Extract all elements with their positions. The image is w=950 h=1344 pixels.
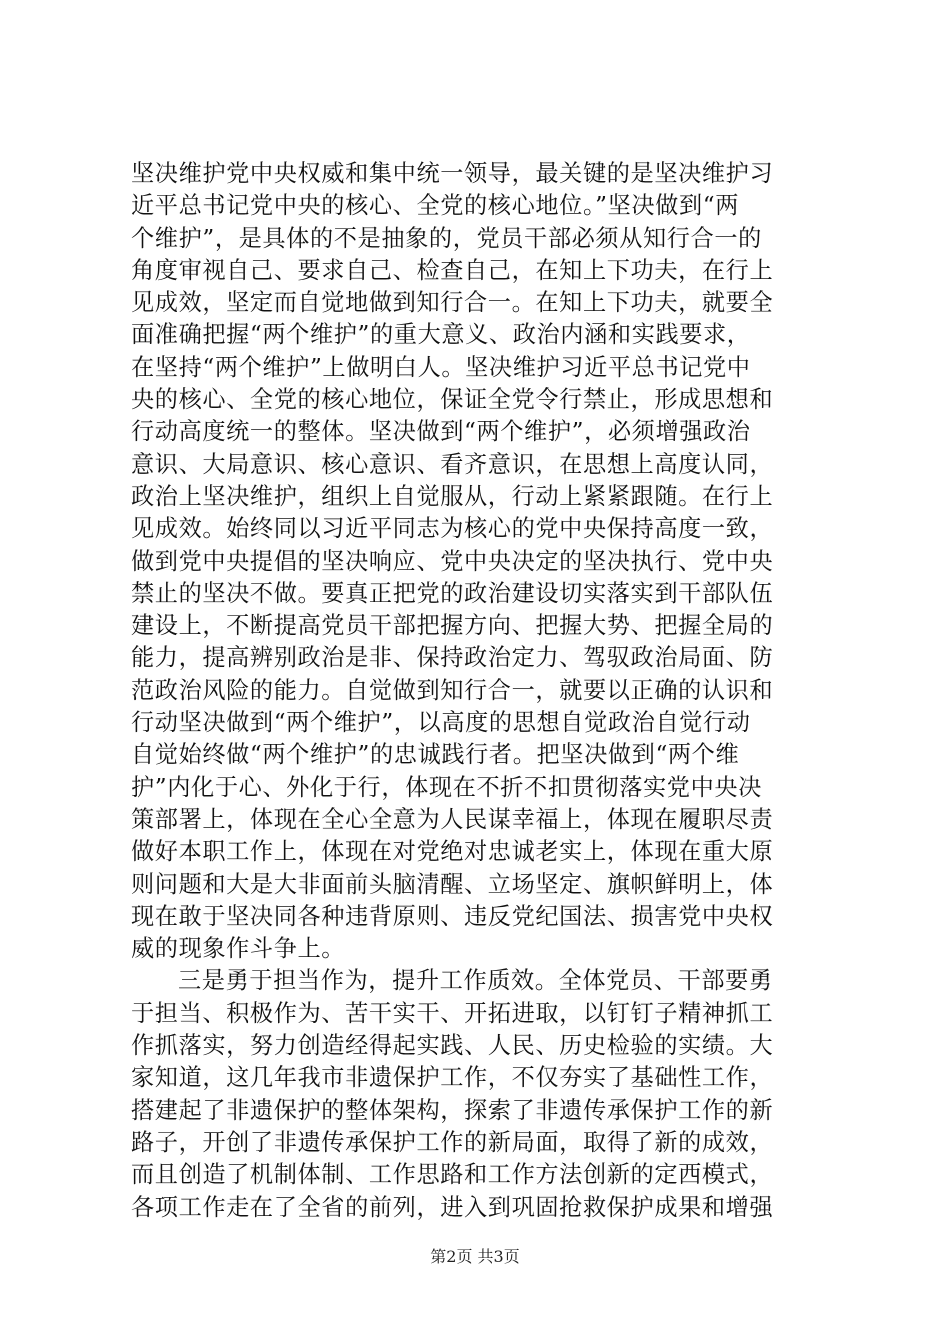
text-line: 见成效，坚定而自觉地做到知行合一。在知上下功夫，就要全 <box>131 289 774 317</box>
text-line: 坚决维护党中央权威和集中统一领导，最关键的是坚决维护习 <box>131 160 774 187</box>
text-line: 于担当、积极作为、苦干实干、开拓进取，以钉钉子精神抓工 <box>131 999 774 1027</box>
text-line: 禁止的坚决不做。要真正把党的政治建设切实落实到干部队伍 <box>131 579 774 607</box>
text-line: 在坚持“两个维护”上做明白人。坚决维护习近平总书记党中 <box>131 353 751 381</box>
text-line: 各项工作走在了全省的前列，进入到巩固抢救保护成果和增强 <box>131 1193 774 1221</box>
text-line: 路子，开创了非遗传承保护工作的新局面，取得了新的成效， <box>131 1128 774 1156</box>
text-line: 能力，提高辨别政治是非、保持政治定力、驾驭政治局面、防 <box>131 644 774 672</box>
text-line: 家知道，这几年我市非遗保护工作，不仅夯实了基础性工作， <box>131 1064 774 1092</box>
text-line: 自觉始终做“两个维护”的忠诚践行者。把坚决做到“两个维 <box>131 741 740 769</box>
text-line: 搭建起了非遗保护的整体架构，探索了非遗传承保护工作的新 <box>131 1096 774 1124</box>
text-line: 护”内化于心、外化于行，体现在不折不扣贯彻落实党中央决 <box>131 773 762 801</box>
text-line: 威的现象作斗争上。 <box>131 935 346 963</box>
text-line: 建设上，不断提高党员干部把握方向、把握大势、把握全局的 <box>131 612 774 640</box>
text-line: 作抓落实，努力创造经得起实践、人民、历史检验的实绩。大 <box>131 1032 774 1060</box>
text-line: 面准确把握“两个维护”的重大意义、政治内涵和实践要求， <box>131 321 751 349</box>
text-line: 则问题和大是大非面前头脑清醒、立场坚定、旗帜鲜明上，体 <box>131 870 774 898</box>
text-line: 政治上坚决维护，组织上自觉服从，行动上紧紧跟随。在行上 <box>131 482 774 510</box>
text-line: 角度审视自己、要求自己、检查自己，在知上下功夫，在行上 <box>131 256 774 284</box>
text-line: 意识、大局意识、核心意识、看齐意识，在思想上高度认同， <box>131 450 774 478</box>
text-line: 现在敢于坚决同各种违背原则、违反党纪国法、损害党中央权 <box>131 902 774 930</box>
text-line: 而且创造了机制体制、工作思路和工作方法创新的定西模式， <box>131 1161 774 1189</box>
text-line: 央的核心、全党的核心地位，保证全党令行禁止，形成思想和 <box>131 386 774 414</box>
body-text <box>131 158 831 1224</box>
text-line: 行动高度统一的整体。坚决做到“两个维护”，必须增强政治 <box>131 418 751 446</box>
page-number-footer: 第2页 共3页 <box>430 1247 520 1266</box>
text-line: 做好本职工作上，体现在对党绝对忠诚老实上，体现在重大原 <box>131 838 774 866</box>
text-line: 近平总书记党中央的核心、全党的核心地位。”坚决做到“两 <box>131 192 739 220</box>
text-line: 个维护”，是具体的不是抽象的，党员干部必须从知行合一的 <box>131 224 762 252</box>
text-line: 范政治风险的能力。自觉做到知行合一，就要以正确的认识和 <box>131 676 774 704</box>
text-line: 行动坚决做到“两个维护”，以高度的思想自觉政治自觉行动 <box>131 709 751 737</box>
text-line: 策部署上，体现在全心全意为人民谋幸福上，体现在履职尽责 <box>131 805 774 833</box>
text-line: 见成效。始终同以习近平同志为核心的党中央保持高度一致， <box>131 515 774 543</box>
text-line: 做到党中央提倡的坚决响应、党中央决定的坚决执行、党中央 <box>131 547 774 575</box>
paragraph-start-line: 三是勇于担当作为，提升工作质效。全体党员、干部要勇 <box>178 967 773 995</box>
